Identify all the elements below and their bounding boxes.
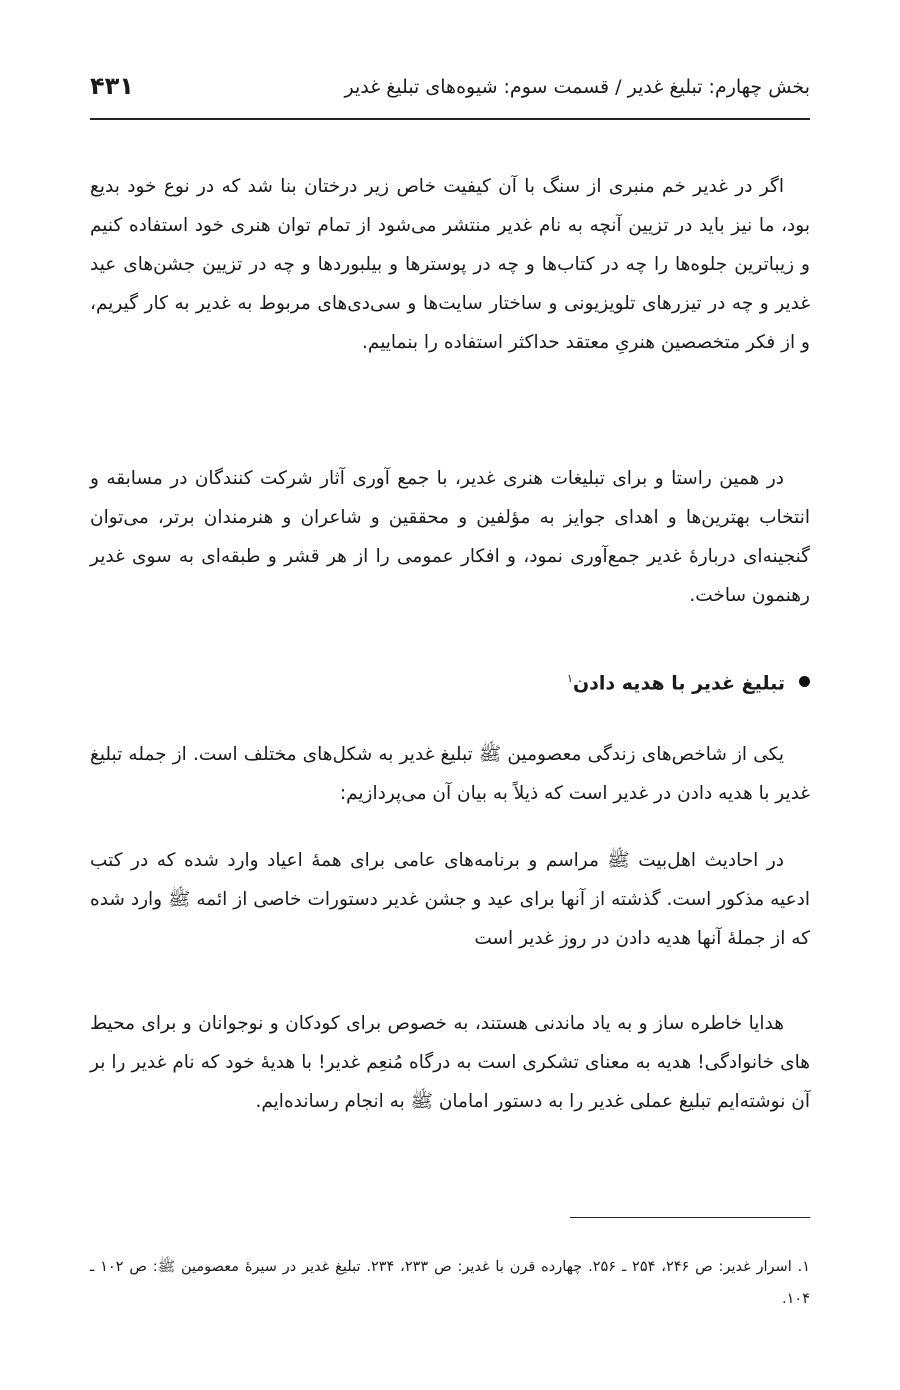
section-heading-text: تبلیغ غدیر با هدیه دادن <box>572 672 785 695</box>
body-paragraph-1: اگر در غدیر خم منبری از سنگ با آن کیفیت خاص زیر درختان بنا شد که در نوع خود بدیع بود، ما نیز باید در تزیین آنچه به نام غدیر منتشر می‌شود از تمام توان هنری خود استفاده کنیم و زیباترین جلوه‌ها را چه در کتاب‌ها و چه در پوسترها و بیلبوردها و چه در تزیین جشن‌های عید غدیر و چه در تیزرهای تلویزیونی و ساختار سایت‌ها و سی‌دی‌های مربوط به غدیر به کار گیریم، و از فکر متخصصین هنریِ معتقد حداکثر استفاده را بنماییم. <box>90 175 810 353</box>
footnote: ۱. اسرار غدیر: ص ۲۴۶، ۲۵۴ ـ ۲۵۶. چهارده قرن با غدیر: ص ۲۳۳، ۲۳۴. تبلیغ غدیر در سیرهٔ معصومین ﷺ: ص ۱۰۲ ـ ۱۰۴. <box>90 1258 810 1307</box>
bullet-icon <box>799 676 810 687</box>
running-header <box>90 68 810 108</box>
footnote-divider <box>570 1217 810 1218</box>
section-paragraph-1: در احادیث اهل‌بیت ﷺ مراسم و برنامه‌های عامی برای همهٔ اعیاد وارد شده که در کتب ادعیه مذکور است. گذشته از آنها برای عید و جشن غدیر دستورات خاصی از ائمه ﷺ وارد شده که از جملهٔ آنها هدیه دادن در روز غدیر است <box>90 849 810 949</box>
page-number: ۴۳۱ <box>90 72 134 100</box>
section-paragraph-2: هدایا خاطره ساز و به یاد ماندنی هستند، به خصوص برای کودکان و نوجوانان و برای محیط های خانوادگی! هدیه به معنای تشکری است به درگاه مُنعِم غدیر! با هدیهٔ خود که نام غدیر را بر آن نوشته‌ایم تبلیغ عملی غدیر را به دستور امامان ﷺ به انجام رسانده‌ایم. <box>90 1012 810 1112</box>
footnote-reference: ۱ <box>567 672 573 685</box>
header-divider <box>90 118 810 120</box>
body-paragraph-2: در همین راستا و برای تبلیغات هنری غدیر، با جمع آوری آثار شرکت کنندگان در مسابقه و انتخاب بهترین‌ها و اهدای جوایز به مؤلفین و محققین و شاعران و هنرمندان برتر، می‌توان گنجینه‌ای دربارهٔ غدیر جمع‌آوری نمود، و افکار عمومی را از هر قشر و طبقه‌ای به سوی غدیر رهنمون ساخت. <box>90 467 810 606</box>
header-title: بخش چهارم: تبلیغ غدیر / قسمت سوم: شیوه‌های تبلیغ غدیر <box>344 76 810 98</box>
section-heading <box>567 672 810 694</box>
book-page <box>90 0 810 1390</box>
section-intro: یکی از شاخص‌های زندگی معصومین ﷺ تبلیغ غدیر به شکل‌های مختلف است. از جمله تبلیغ غدیر با هدیه دادن در غدیر است که ذیلاً به بیان آن می‌پردازیم: <box>90 743 810 804</box>
